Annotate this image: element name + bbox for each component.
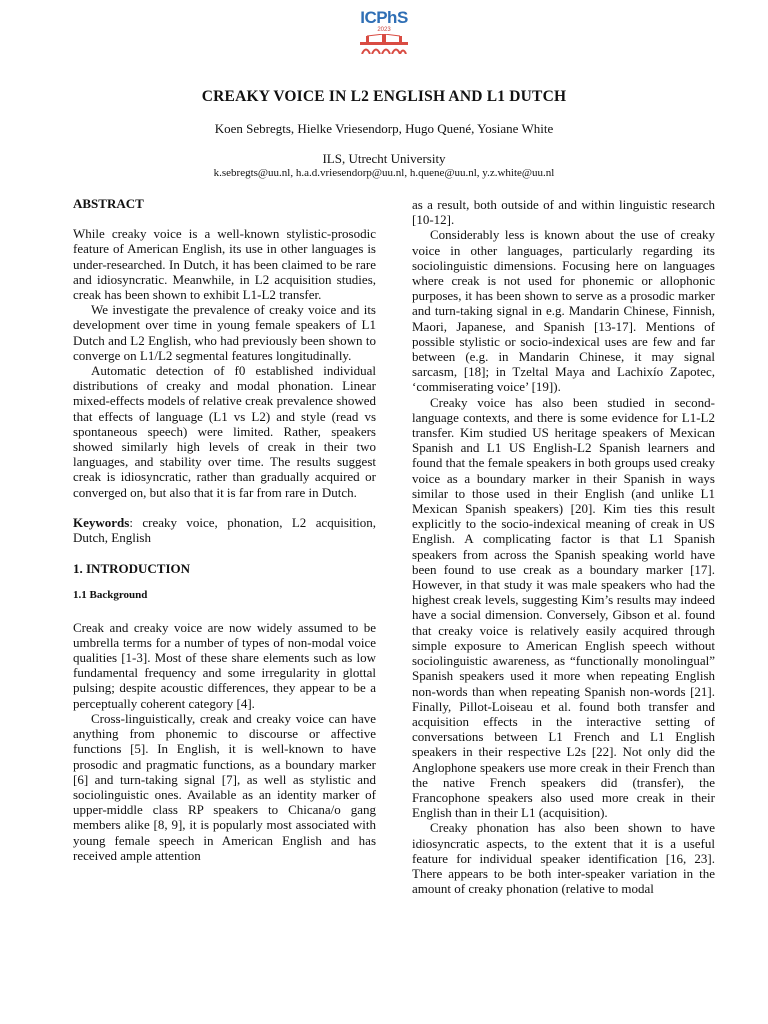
right-paragraph-2: Considerably less is known about the use of creaky voice in other languages, particularly regarding its sociolinguistic dimensions. Focusing here on languages where creak is not used for phonemic or allophonic purposes, it has been shown to serve as a prosodic marker and turn-taking signal in e.g. Mandarin Chinese, Finnish, Maori, Japanese, and Spanish [13-17]. Mentions of possible stylistic or socio-indexical uses are few and far between (e.g. in Mandarin Chinese, it may signal sarcasm, [18]; in Tzeltal Maya and Lachixío Zapotec, ‘commiserating voice’ [19]).: [412, 227, 715, 395]
logo-text: ICPhS: [360, 8, 408, 27]
paper-title: CREAKY VOICE IN L2 ENGLISH AND L1 DUTCH: [201, 88, 567, 105]
right-paragraph-4: Creaky phonation has also been shown to have idiosyncratic aspects, to the extent that it is a useful feature for individual speaker identification [16, 23]. There appears to be both inter-speaker variation in the amount of creaky phonation (relative to modal: [412, 820, 715, 897]
right-column: [412, 197, 715, 896]
logo-year: 2023: [377, 27, 391, 33]
author-list: Koen Sebregts, Hielke Vriesendorp, Hugo Quené, Yosiane White: [214, 121, 554, 136]
affiliation: ILS, Utrecht University: [322, 151, 446, 166]
abstract-paragraph-1: While creaky voice is a well-known stylistic-prosodic feature of American English, its use in other languages is under-researched. In Dutch, it has been claimed to be rare and idiosyncratic. Meanwhile, in L2 acquisition studies, creak has been shown to exhibit L1-L2 transfer.: [73, 226, 376, 303]
keywords-text: : creaky voice, phonation, L2 acquisition, Dutch, English: [73, 514, 376, 546]
introduction-heading: 1. INTRODUCTION: [73, 561, 191, 577]
conference-logo: [360, 8, 408, 52]
introduction-paragraph-1: Creak and creaky voice are now widely assumed to be umbrella terms for a number of types of non-modal voice qualities [1-3]. Most of these share elements such as low fundamental frequency and some irregularity in glottal pulsing; despite acoustic differences, they appear to be a perceptually coherent category [4].: [73, 619, 376, 711]
abstract-paragraph-3: Automatic detection of f0 established individual distributions of creaky and modal phonation. Linear mixed-effects models of relative creak prevalence showed that effects of language (L1 vs L2) and style (read vs spontaneous speech) were limited. Rather, speakers showed similarly high levels of creak in their two languages, and stability over time. The results suggest creak is idiosyncratic, rather than gradually acquired or converged on, but also that it is far from rare in Dutch.: [73, 363, 376, 500]
keywords-label: Keywords: [73, 514, 130, 530]
left-column: [73, 196, 376, 863]
introduction-paragraph-2: Cross-linguistically, creak and creaky voice can have anything from phonemic to discourse or affective functions [5]. In English, it is well-known to have prosodic and pragmatic functions, as a boundary marker [6] and turn-taking signal [7], as well as stylistic and sociolinguistic ones. Available as an identity marker of upper-middle class RP speakers to Chicana/o gang members alike [8, 9], it is popularly most associated with young female speech in American English and has received ample attention: [73, 710, 376, 863]
bridge-graphic: [360, 34, 408, 54]
author-emails: k.sebregts@uu.nl, h.a.d.vriesendorp@uu.nl, h.quene@uu.nl, y.z.white@uu.nl: [213, 167, 555, 179]
right-paragraph-3: Creaky voice has also been studied in second-language contexts, and there is some evidence for L1-L2 transfer. Kim studied US heritage speakers of Mexican Spanish and L1 US English-L2 Spanish learners and found that the female speakers in both groups used creaky voice as a boundary marker in their Spanish in ways similar to those used in their English (and unlike L1 Mexican Spanish speakers) [20]. Kim ties this result explicitly to the socio-indexical meaning of creak in US English. A complicating factor is that L1 Spanish speakers from across the Spanish speaking world have been found to use creak as a boundary marker [17]. However, in that study it was male speakers who had the highest creak levels, suggesting Kim’s results may indeed have a social dimension. Conversely, Gibson et al. found that creaky voice is relatively easily acquired through simple exposure to American English speech without sociolinguistic awareness, as “functionally monolingual” Spanish speakers used it more when repeating English non-words than when repeating Spanish non-words [21]. Finally, Pillot-Loiseau et al. found both transfer and acquisition effects in the interactive setting of conversations between L1 French and L1 English speakers in their respective L2s [22]. Not only did the Anglophone speakers use more creak in their French than the native French speakers did (transfer), the Francophone speakers also used more creak in their English than in their L1 (acquisition).: [412, 394, 715, 821]
background-subheading: 1.1 Background: [73, 589, 148, 602]
keywords: [73, 515, 376, 545]
right-paragraph-1: as a result, both outside of and within linguistic research [10-12].: [412, 197, 715, 228]
abstract-paragraph-2: We investigate the prevalence of creaky voice and its development over time in young female speakers of L1 Dutch and L2 English, who had previously been shown to converge on L1/L2 segmental features longitudinally.: [73, 302, 376, 363]
abstract-heading: ABSTRACT: [73, 196, 144, 211]
